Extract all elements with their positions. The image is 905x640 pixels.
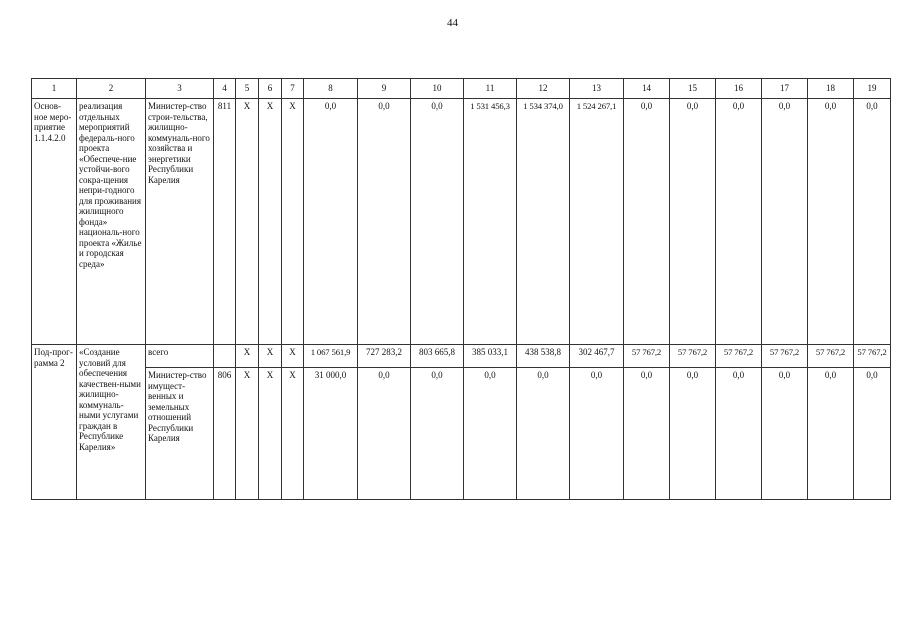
amount-cell: 385 033,1 (464, 345, 517, 368)
header-cell: 10 (411, 79, 464, 99)
code-cell: X (282, 368, 304, 500)
amount-cell: 0,0 (808, 99, 854, 345)
amount-cell: 0,0 (716, 99, 762, 345)
code-cell: X (259, 345, 282, 368)
amount-cell: 0,0 (670, 368, 716, 500)
amount-cell: 1 067 561,9 (304, 345, 358, 368)
executor-cell: Министер-ство имущест-венных и земельных отношений Республики Карелия (146, 368, 214, 500)
executor-cell: всего (146, 345, 214, 368)
header-cell: 13 (570, 79, 624, 99)
grbs-code-cell: 811 (214, 99, 236, 345)
header-cell: 18 (808, 79, 854, 99)
header-cell: 16 (716, 79, 762, 99)
amount-cell: 0,0 (517, 368, 570, 500)
subprogram-name-cell: «Создание условий для обеспечения качествен-ными жилищно-коммуналь-ными услугами граждан в Республике Карелия» (77, 345, 146, 500)
amount-cell: 0,0 (762, 368, 808, 500)
amount-cell: 0,0 (464, 368, 517, 500)
amount-cell: 0,0 (808, 368, 854, 500)
header-cell: 8 (304, 79, 358, 99)
amount-cell: 57 767,2 (670, 345, 716, 368)
header-cell: 19 (854, 79, 891, 99)
code-cell: X (236, 345, 259, 368)
grbs-code-cell (214, 345, 236, 368)
amount-cell: 0,0 (624, 99, 670, 345)
amount-cell: 57 767,2 (716, 345, 762, 368)
budget-table (31, 78, 891, 500)
activity-name-cell: реализация отдельных мероприятий федераль-ного проекта «Обеспече-ние устойчи-вого сокра-щения непри-годного для проживания жилищного фонда» националь-ного проекта «Жилье и городская среда» (77, 99, 146, 345)
header-cell: 14 (624, 79, 670, 99)
header-cell: 1 (32, 79, 77, 99)
code-cell: X (282, 99, 304, 345)
table-row (32, 368, 891, 500)
table-row (32, 99, 891, 345)
executor-cell: Министер-ство строи-тельства, жилищно-коммуналь-ного хозяйства и энергетики Республики Карелия (146, 99, 214, 345)
code-cell: X (236, 368, 259, 500)
header-cell: 9 (358, 79, 411, 99)
amount-cell: 57 767,2 (624, 345, 670, 368)
amount-cell: 0,0 (854, 99, 891, 345)
code-cell: X (236, 99, 259, 345)
amount-cell: 57 767,2 (854, 345, 891, 368)
table-row (32, 345, 891, 368)
amount-cell: 0,0 (358, 99, 411, 345)
header-cell: 4 (214, 79, 236, 99)
subprogram-code-cell: Под-прог-рамма 2 (32, 345, 77, 500)
amount-cell: 727 283,2 (358, 345, 411, 368)
amount-cell: 302 467,7 (570, 345, 624, 368)
code-cell: X (259, 368, 282, 500)
amount-cell: 803 665,8 (411, 345, 464, 368)
amount-cell: 31 000,0 (304, 368, 358, 500)
amount-cell: 0,0 (304, 99, 358, 345)
code-cell: X (282, 345, 304, 368)
header-cell: 12 (517, 79, 570, 99)
header-cell: 5 (236, 79, 259, 99)
header-cell: 7 (282, 79, 304, 99)
header-cell: 15 (670, 79, 716, 99)
header-cell: 2 (77, 79, 146, 99)
amount-cell: 1 524 267,1 (570, 99, 624, 345)
amount-cell: 0,0 (670, 99, 716, 345)
amount-cell: 57 767,2 (808, 345, 854, 368)
amount-cell: 1 534 374,0 (517, 99, 570, 345)
header-cell: 3 (146, 79, 214, 99)
grbs-code-cell: 806 (214, 368, 236, 500)
amount-cell: 0,0 (762, 99, 808, 345)
header-cell: 6 (259, 79, 282, 99)
amount-cell: 0,0 (411, 99, 464, 345)
header-cell: 17 (762, 79, 808, 99)
activity-code-cell: Основ-ное меро-приятие 1.1.4.2.0 (32, 99, 77, 345)
amount-cell: 0,0 (570, 368, 624, 500)
amount-cell: 57 767,2 (762, 345, 808, 368)
amount-cell: 0,0 (411, 368, 464, 500)
amount-cell: 0,0 (624, 368, 670, 500)
table-header-row (32, 79, 891, 99)
amount-cell: 0,0 (358, 368, 411, 500)
amount-cell: 1 531 456,3 (464, 99, 517, 345)
code-cell: X (259, 99, 282, 345)
amount-cell: 438 538,8 (517, 345, 570, 368)
header-cell: 11 (464, 79, 517, 99)
page-number: 44 (447, 17, 458, 29)
amount-cell: 0,0 (716, 368, 762, 500)
amount-cell: 0,0 (854, 368, 891, 500)
